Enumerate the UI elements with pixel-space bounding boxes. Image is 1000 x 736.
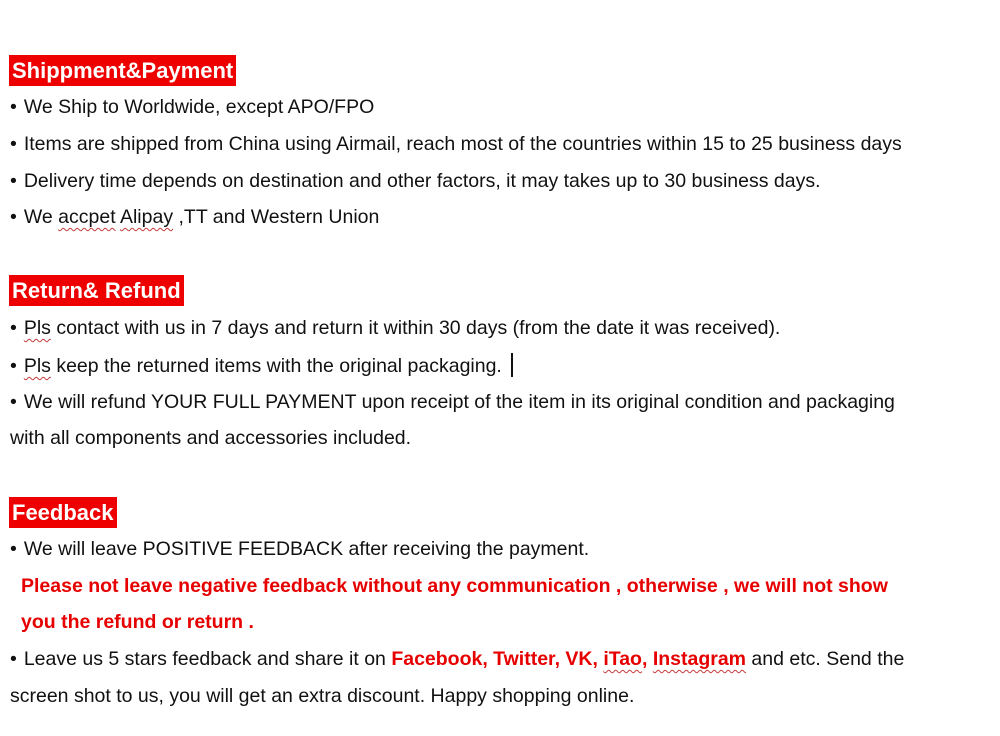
bullet-icon: • — [10, 355, 17, 377]
bullet-icon: • — [10, 317, 17, 339]
shipping-line-airmail: • Items are shipped from China using Airmail, reach most of the countries within 15 to 25 business days — [10, 133, 902, 155]
feedback-line-share-continued: screen shot to us, you will get an extra discount. Happy shopping online. — [10, 685, 635, 707]
misspelled-word: Pls — [23, 317, 51, 339]
shipping-line-delivery-time: • Delivery time depends on destination and other factors, it may takes up to 30 business days. — [10, 170, 821, 192]
bullet-icon: • — [10, 133, 17, 155]
return-refund-heading: Return& Refund — [9, 275, 184, 306]
feedback-line-positive: • We will leave POSITIVE FEEDBACK after receiving the payment. — [10, 538, 590, 560]
feedback-warning-line-2: you the refund or return . — [21, 611, 254, 633]
shipping-payment-heading: Shippment&Payment — [9, 55, 236, 86]
bullet-icon: • — [10, 391, 17, 413]
bullet-icon: • — [10, 648, 17, 670]
social-network-itao: iTao — [603, 648, 642, 670]
return-line-full-refund: • We will refund YOUR FULL PAYMENT upon receipt of the item in its original condition and packaging — [10, 391, 895, 413]
feedback-line-share: • Leave us 5 stars feedback and share it on Facebook, Twitter, VK, iTao, Instagram and etc. Send the — [10, 648, 905, 670]
feedback-warning-line-1: Please not leave negative feedback without any communication , otherwise , we will not show — [21, 575, 888, 597]
misspelled-word: Pls — [23, 355, 51, 377]
misspelled-word: accpet — [58, 206, 116, 228]
return-line-contact: • Pls contact with us in 7 days and return it within 30 days (from the date it was received). — [10, 317, 781, 339]
return-line-full-refund-continued: with all components and accessories included. — [10, 427, 412, 449]
feedback-heading: Feedback — [9, 497, 117, 528]
bullet-icon: • — [10, 538, 17, 560]
bullet-icon: • — [10, 206, 17, 228]
bullet-icon: • — [10, 170, 17, 192]
return-line-packaging: • Pls keep the returned items with the original packaging. — [10, 353, 513, 378]
social-networks: Facebook, Twitter, VK, — [391, 648, 604, 670]
shipping-line-payment-methods: • We accpet Alipay ,TT and Western Union — [10, 206, 380, 228]
social-network-instagram: Instagram — [652, 648, 747, 670]
text-cursor — [511, 353, 513, 377]
bullet-icon: • — [10, 96, 17, 118]
misspelled-word: Alipay — [119, 206, 174, 228]
shipping-line-worldwide: • We Ship to Worldwide, except APO/FPO — [10, 96, 375, 118]
